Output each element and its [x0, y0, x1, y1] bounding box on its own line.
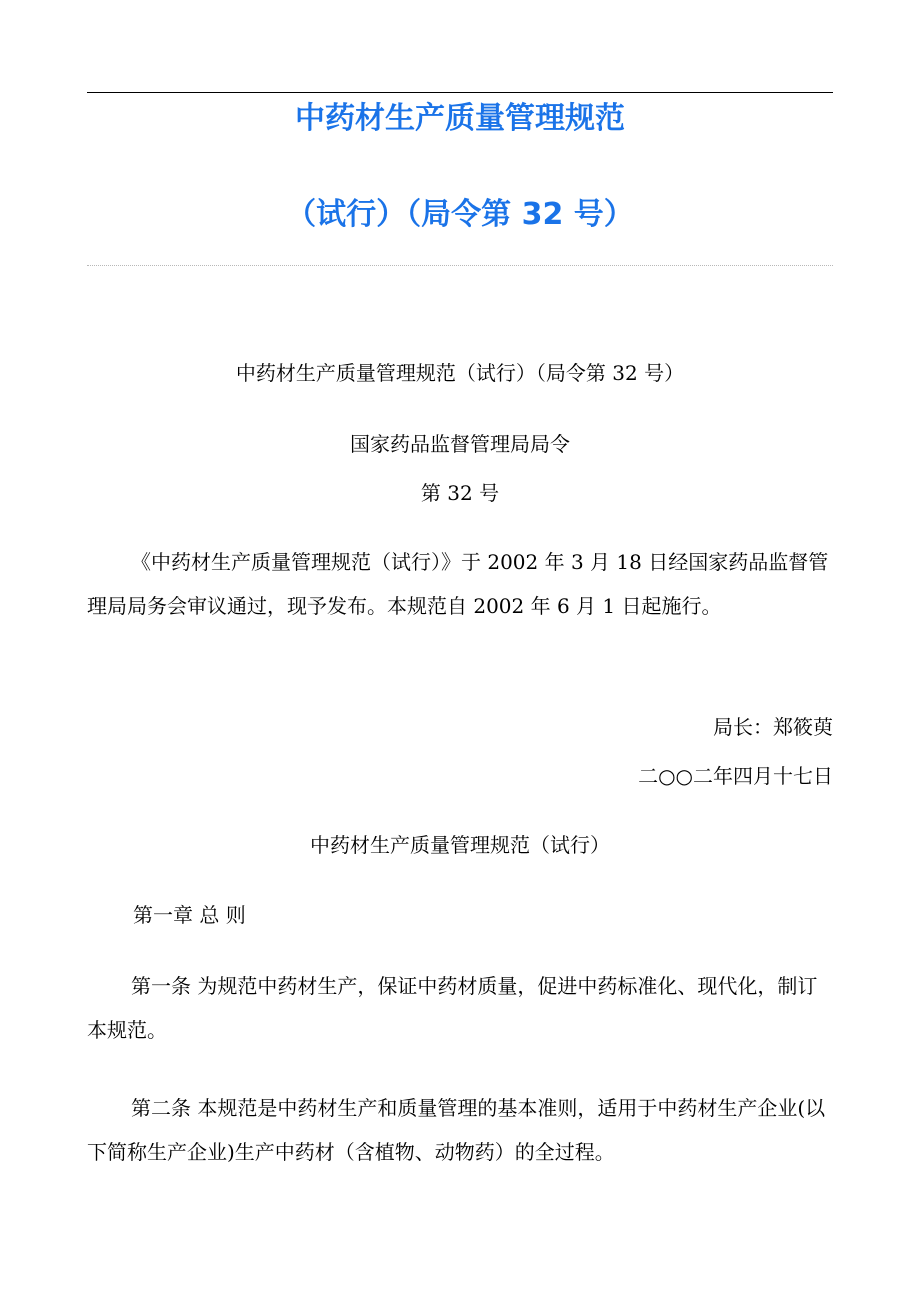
- signatory: 局长：郑筱萸: [713, 715, 833, 739]
- article-1: 第一条 为规范中药材生产，保证中药材质量，促进中药标准化、现代化，制订本规范。: [87, 974, 818, 1042]
- announcement-paragraph: 《中药材生产质量管理规范（试行）》于 2002 年 3 月 18 日经国家药品监督管理局局务会审议通过，现予发布。本规范自 2002 年 6 月 1 日起施行。: [87, 550, 829, 618]
- separator-rule: [87, 265, 833, 266]
- issue-date: 二○○二年四月十七日: [638, 764, 833, 788]
- chapter-heading: 第一章 总 则: [133, 903, 246, 927]
- order-number: 第 32 号: [420, 481, 500, 505]
- top-rule: [87, 92, 833, 93]
- issuer-line: 国家药品监督管理局局令: [350, 432, 570, 456]
- document-subtitle: （试行）（局令第 32 号）: [286, 197, 634, 232]
- doc-heading: 中药材生产质量管理规范（试行）（局令第 32 号）: [235, 361, 685, 385]
- document-title: 中药材生产质量管理规范: [295, 101, 625, 136]
- article-2: 第二条 本规范是中药材生产和质量管理的基本准则，适用于中药材生产企业(以下简称生产企业)生产中药材（含植物、动物药）的全过程。: [87, 1096, 826, 1164]
- rules-title: 中药材生产质量管理规范（试行）: [310, 833, 610, 857]
